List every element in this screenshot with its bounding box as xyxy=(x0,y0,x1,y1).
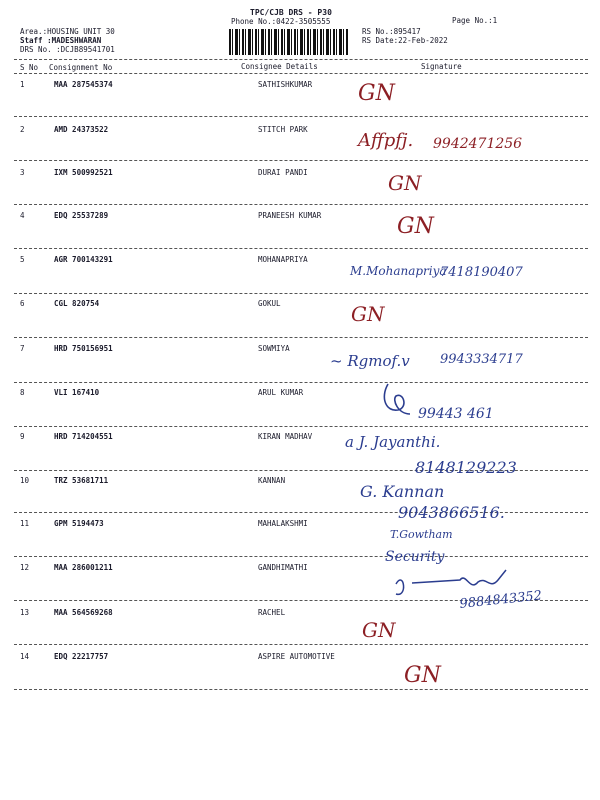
row-consignment-no: AGR 700143291 xyxy=(54,255,113,264)
table-row xyxy=(0,476,600,520)
col-consignment: Consignment No xyxy=(49,63,113,72)
table-row xyxy=(0,80,600,124)
row-sno: 9 xyxy=(20,432,25,441)
row-consignee-name: GOKUL xyxy=(258,299,281,308)
col-signature: Signature xyxy=(421,62,462,71)
row-sno: 2 xyxy=(20,125,25,134)
staff-label: Staff :MADESHWARAN xyxy=(20,36,102,45)
row-sno: 6 xyxy=(20,299,25,308)
row-2-signature: Affpfj. xyxy=(358,130,414,151)
row-5-phone: 7418190407 xyxy=(440,265,523,280)
row-10-phone: 9043866516. xyxy=(398,503,505,522)
row-divider xyxy=(14,293,588,294)
row-divider xyxy=(14,426,588,427)
row-divider xyxy=(14,248,588,249)
row-sno: 3 xyxy=(20,168,25,177)
row-sno: 1 xyxy=(20,80,25,89)
row-consignment-no: MAA 564569268 xyxy=(54,608,113,617)
barcode xyxy=(229,29,349,55)
table-row xyxy=(0,168,600,212)
row-divider xyxy=(14,116,588,117)
row-4-initials: GN xyxy=(397,214,434,239)
row-consignment-no: IXM 500992521 xyxy=(54,168,113,177)
row-sno: 5 xyxy=(20,255,25,264)
row-divider xyxy=(14,382,588,383)
row-consignment-no: GPM 5194473 xyxy=(54,519,104,528)
row-7-phone: 9943334717 xyxy=(440,352,523,367)
row-consignee-name: PRANEESH KUMAR xyxy=(258,211,322,220)
row-divider xyxy=(14,160,588,161)
row-6-initials: GN xyxy=(351,302,385,326)
row-14-initials: GN xyxy=(404,663,441,688)
row-8-phone: 99443 461 xyxy=(418,406,494,422)
row-consignment-no: AMD 24373522 xyxy=(54,125,109,134)
row-2-phone: 9942471256 xyxy=(433,136,523,152)
header-divider xyxy=(14,59,588,60)
row-consignment-no: HRD 714204551 xyxy=(54,432,113,441)
row-consignment-no: EDQ 25537289 xyxy=(54,211,109,220)
row-consignee-name: STITCH PARK xyxy=(258,125,308,134)
row-sno: 8 xyxy=(20,388,25,397)
row-consignee-name: MOHANAPRIYA xyxy=(258,255,308,264)
row-consignment-no: HRD 750156951 xyxy=(54,344,113,353)
row-divider xyxy=(14,204,588,205)
row-divider xyxy=(14,470,588,471)
row-sno: 12 xyxy=(20,563,30,572)
drs-number: DRS No. :DCJB89541701 xyxy=(20,45,115,54)
row-9-phone: 8148129223 xyxy=(415,458,517,477)
row-consignment-no: CGL 820754 xyxy=(54,299,100,308)
row-consignee-name: SOWMIYA xyxy=(258,344,290,353)
row-sno: 13 xyxy=(20,608,30,617)
row-divider xyxy=(14,512,588,513)
row-divider xyxy=(14,556,588,557)
row-7-signature: ~ Rgmof.v xyxy=(330,352,410,370)
phone-number: Phone No.:0422-3505555 xyxy=(231,17,331,26)
page-number: Page No.:1 xyxy=(452,16,498,25)
row-9-signature: a J. Jayanthi. xyxy=(345,433,441,451)
row-sno: 4 xyxy=(20,211,25,220)
row-sno: 10 xyxy=(20,476,30,485)
row-divider xyxy=(14,644,588,645)
row-sno: 7 xyxy=(20,344,25,353)
row-consignee-name: GANDHIMATHI xyxy=(258,563,308,572)
row-consignment-no: MAA 287545374 xyxy=(54,80,113,89)
row-consignment-no: TRZ 53681711 xyxy=(54,476,109,485)
row-11-note-security: Security xyxy=(385,549,445,565)
row-13-initials: GN xyxy=(362,618,396,642)
rs-number: RS No.:895417 xyxy=(362,27,421,36)
row-10-signature: G. Kannan xyxy=(360,482,445,501)
row-1-initials: GN xyxy=(358,81,395,106)
col-sno: S No xyxy=(20,63,39,72)
rs-date: RS Date:22-Feb-2022 xyxy=(362,36,448,45)
row-consignee-name: KANNAN xyxy=(258,476,286,485)
doc-title: TPC/CJB DRS - P30 xyxy=(250,8,332,17)
row-sno: 14 xyxy=(20,652,30,661)
columns-divider xyxy=(14,73,588,74)
row-consignment-no: EDQ 22217757 xyxy=(54,652,109,661)
table-row xyxy=(0,608,600,652)
row-consignee-name: RACHEL xyxy=(258,608,286,617)
row-consignee-name: ARUL KUMAR xyxy=(258,388,304,397)
row-5-signature: M.Mohanapriya xyxy=(350,264,447,278)
row-consignment-no: MAA 286001211 xyxy=(54,563,113,572)
row-11-note-name: T.Gowtham xyxy=(390,528,453,541)
row-divider xyxy=(14,689,588,690)
row-divider xyxy=(14,600,588,601)
row-consignment-no: VLI 167410 xyxy=(54,388,100,397)
row-consignee-name: DURAI PANDI xyxy=(258,168,308,177)
row-consignee-name: SATHISHKUMAR xyxy=(258,80,313,89)
area-label: Area.:HOUSING UNIT 30 xyxy=(20,27,115,36)
row-sno: 11 xyxy=(20,519,30,528)
table-row xyxy=(0,125,600,169)
row-consignee-name: MAHALAKSHMI xyxy=(258,519,308,528)
row-consignee-name: ASPIRE AUTOMOTIVE xyxy=(258,652,335,661)
col-consignee: Consignee Details xyxy=(241,62,318,71)
row-3-initials: GN xyxy=(388,171,422,195)
row-12-phone: 9884843352 xyxy=(458,588,543,612)
row-consignee-name: KIRAN MADHAV xyxy=(258,432,313,441)
row-divider xyxy=(14,337,588,338)
